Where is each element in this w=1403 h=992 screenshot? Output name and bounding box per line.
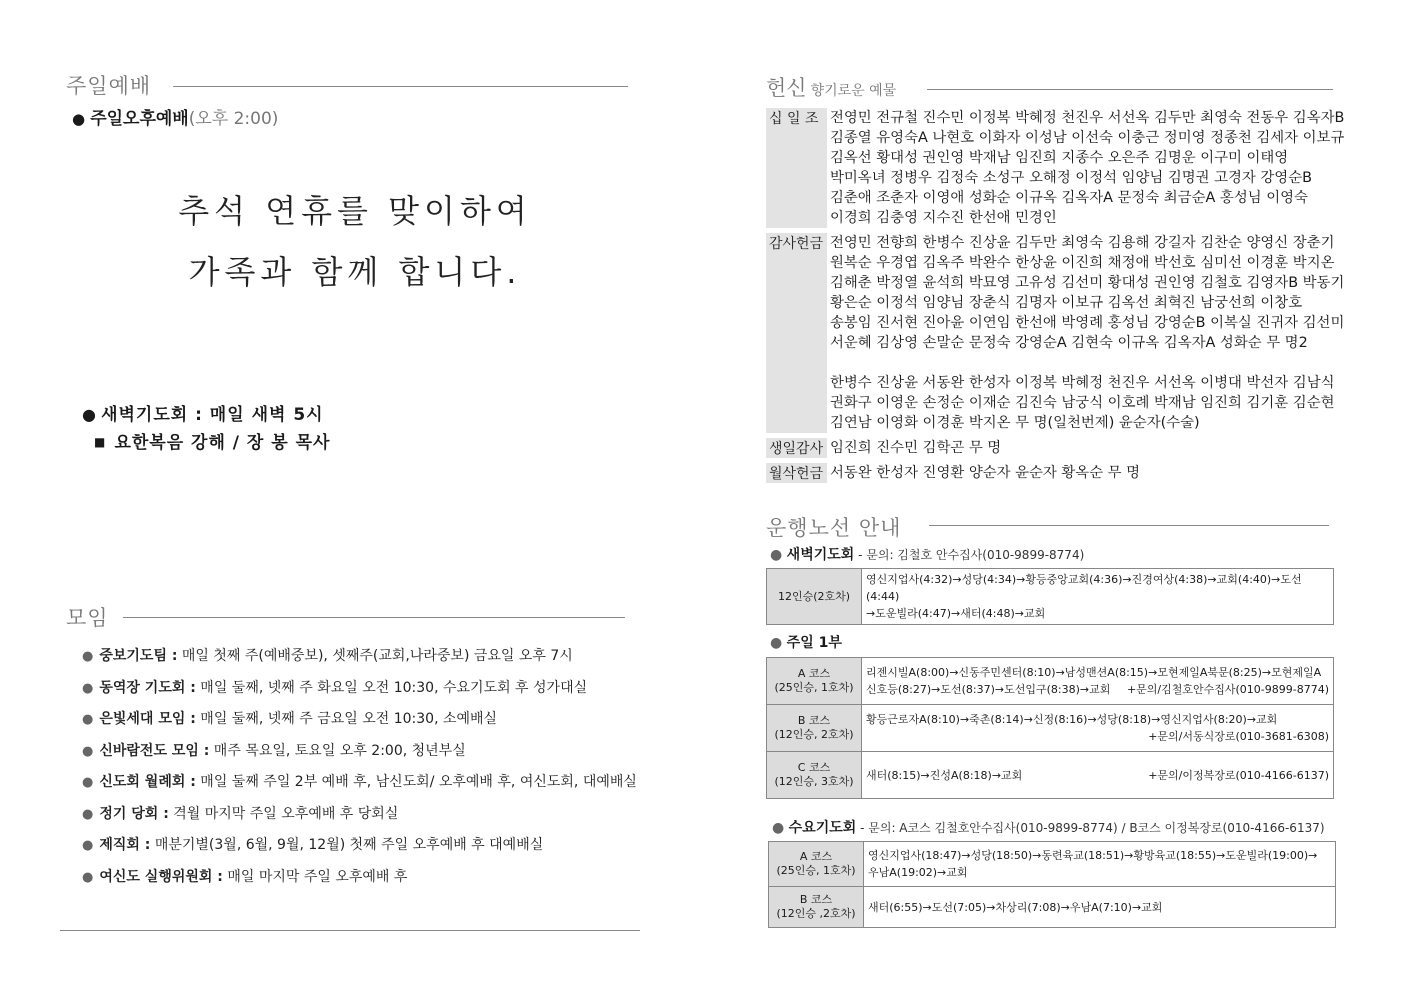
offering-category: 생일감사 (766, 438, 827, 458)
meeting-desc: 매일 둘째, 넷째 주 화요일 오전 10:30, 수요기도회 후 성가대실 (195, 679, 588, 696)
offering-category: 감사헌금 (766, 233, 827, 433)
meeting-name: 제직회 : (99, 837, 151, 853)
offering-name-line: 김연남 이영화 이경훈 박지온 무 명(일천번제) 윤순자(수술) (830, 415, 1200, 431)
offering-title: 헌신 (766, 76, 807, 100)
route-path (862, 569, 1334, 625)
section-title-offering (766, 72, 896, 102)
bullet-icon: ● (82, 405, 96, 424)
route-path-line: 영신지업사(18:47)→성당(18:50)→동련육교(18:51)→황방육교(18:55)→도운빌라(19:00)→ (868, 849, 1318, 862)
route-course: C 코스 (797, 761, 831, 774)
bullet-icon: ● (72, 110, 86, 128)
meeting-desc: 매주 목요일, 토요일 오후 2:00, 청년부실 (209, 742, 466, 759)
dawn-route-heading (770, 544, 1084, 564)
offering-name-line: 전영민 전향희 한병수 진상윤 김두만 최영숙 김용해 강길자 김찬순 양영신 장춘기 (830, 235, 1335, 251)
offering-category: 월삭헌금 (766, 463, 827, 483)
sunday-route-title: 주일 1부 (786, 635, 842, 651)
meeting-name: 중보기도팀 : (99, 648, 178, 664)
wednesday-route-contact: - 문의: A코스 김철호안수집사(010-9899-8774) / B코스 이정복장로(010-4166-6137) (856, 821, 1325, 835)
dawn-route-table (766, 568, 1334, 625)
route-path-line: 영신지업사(4:32)→성당(4:34)→황등중앙교회(4:36)→진경여상(4:38)→교회(4:40)→도선(4:44) (866, 573, 1302, 603)
route-path (864, 887, 1336, 928)
offering-name-line: 황은순 이정석 임양님 장춘식 김명자 이보규 김옥선 최혁진 남궁선희 이창호 (830, 295, 1303, 311)
route-label (767, 705, 862, 752)
bullet-icon: ● (82, 680, 94, 696)
route-contact: +문의/김철호안수집사(010-9899-8774) (1126, 683, 1329, 696)
list-item (82, 803, 637, 835)
bullet-icon: ● (82, 806, 94, 822)
dawn-prayer (82, 400, 324, 425)
route-vehicle: (25인승, 1호차) (776, 864, 856, 877)
bullet-icon: ● (82, 712, 94, 727)
meeting-desc: 격월 마지막 주일 오후예배 후 당회실 (168, 805, 399, 822)
meeting-desc: 매일 둘째 주일 2부 예배 후, 남신도회/ 오후예배 후, 여신도회, 대예배실 (195, 774, 637, 790)
route-course: B 코스 (799, 893, 833, 906)
section-title-meetings: 모임 (66, 606, 109, 630)
route-label (769, 887, 864, 928)
offering-name-line: 박미옥녀 정병우 김정숙 소성구 오해정 이정석 임양님 김명권 고경자 강영순B (830, 170, 1312, 186)
meeting-name: 동역장 기도회 : (99, 679, 196, 696)
sunday-route-heading (770, 632, 842, 652)
meeting-name: 정기 당회 : (99, 805, 169, 822)
dawn-route-title: 새벽기도회 (786, 547, 855, 563)
list-item (82, 677, 637, 709)
offering-row (766, 108, 1346, 228)
meeting-name: 신바람전도 모임 : (99, 742, 210, 759)
bullet-icon: ● (82, 869, 94, 885)
section-title-routes: 운행노선 안내 (766, 516, 902, 540)
offering-name-line: 전영민 전규철 진수민 이정복 박혜정 천진우 서선옥 김두만 최영숙 전동우 김옥자B (830, 110, 1345, 126)
route-path-line: 새터(8:15)→진성A(8:18)→교회 (866, 768, 1023, 782)
section-divider (929, 525, 1329, 526)
meeting-desc: 매일 마지막 주일 오후예배 후 (222, 868, 408, 885)
offering-names (827, 438, 1001, 458)
route-path-line: 신호등(8:27)→도선(8:37)→도선입구(8:38)→교회 (866, 683, 1111, 696)
list-item (82, 708, 637, 740)
offering-table (766, 108, 1346, 488)
bullet-icon: ● (82, 775, 94, 790)
section-title-worship: 주일예배 (66, 74, 152, 98)
offering-names (827, 463, 1140, 483)
offering-name-line: 임진희 진수민 김학곤 무 명 (830, 440, 1002, 456)
afternoon-worship-label: 주일오후예배 (90, 109, 189, 129)
route-label (767, 658, 862, 705)
holiday-message-line2: 가족과 함께 합니다. (188, 253, 522, 291)
wednesday-route-table (768, 841, 1336, 928)
offering-row (766, 233, 1346, 433)
table-row (769, 842, 1336, 887)
meeting-desc: 매분기별(3월, 6월, 9월, 12월) 첫째 주일 오후예배 후 대예배실 (150, 837, 544, 853)
route-course: A 코스 (799, 850, 833, 863)
route-contact: +문의/서동식장로(010-3681-6308) (1148, 730, 1329, 743)
offering-name-line: 원복순 우경엽 김옥주 박완수 한상윤 이진희 채정애 박선호 심미선 이경훈 박지온 (830, 255, 1335, 271)
list-item (82, 771, 637, 803)
offering-name-line: 이경희 김충영 지수진 한선애 민경인 (830, 210, 1057, 226)
offering-name-line: 서운혜 김상영 손말순 문정숙 강영순A 김현숙 이규옥 김옥자A 성화순 무 명2 (830, 335, 1308, 351)
meeting-desc: 매일 둘째, 넷째 주 금요일 오전 10:30, 소예배실 (195, 711, 498, 727)
square-bullet-icon: ■ (94, 435, 106, 449)
list-item (82, 866, 637, 898)
offering-names (827, 233, 1344, 433)
afternoon-worship-time: (오후 2:00) (188, 109, 279, 129)
wednesday-route-title: 수요기도회 (788, 820, 857, 836)
sunday-route-table (766, 657, 1334, 799)
wednesday-route-heading (772, 817, 1325, 837)
holiday-message-line1: 추석 연휴를 맞이하여 (178, 192, 532, 230)
route-path-line: 리젠시빌A(8:00)→신동주민센터(8:10)→남성맨션A(8:15)→모현제일A북문(8:25)→모현제일A (866, 666, 1322, 679)
list-item (82, 834, 637, 866)
dawn-prayer-sub (94, 428, 330, 453)
route-course: A 코스 (797, 667, 831, 680)
section-divider (173, 86, 628, 87)
route-path (862, 752, 1334, 799)
table-row (767, 705, 1334, 752)
offering-row (766, 463, 1346, 483)
route-path (862, 658, 1334, 705)
table-row (767, 569, 1334, 625)
route-path-line: 우남A(19:02)→교회 (868, 866, 968, 879)
dawn-route-contact: - 문의: 김철호 안수집사(010-9899-8774) (854, 548, 1085, 562)
route-path (862, 705, 1334, 752)
offering-names (827, 108, 1344, 228)
section-divider (123, 617, 625, 618)
meeting-list (82, 645, 637, 897)
offering-category: 십 일 조 (766, 108, 827, 228)
route-path-line: 황등근로자A(8:10)→죽촌(8:14)→신정(8:16)→성당(8:18)→영신지업사(8:20)→교회 (866, 713, 1278, 726)
route-label: 12인승(2호차) (767, 569, 862, 625)
route-label (767, 752, 862, 799)
bullet-icon: ● (82, 838, 94, 853)
offering-name-line (830, 353, 1344, 373)
route-path-line: →도운빌라(4:47)→새터(4:48)→교회 (866, 607, 1046, 620)
bullet-icon: ● (82, 743, 94, 759)
route-course: B 코스 (797, 714, 831, 727)
list-item (82, 645, 637, 677)
bullet-icon: ● (770, 635, 783, 651)
route-label (769, 842, 864, 887)
bullet-icon: ● (770, 547, 783, 563)
meeting-desc: 매일 첫째 주(예배중보), 셋째주(교회,나라중보) 금요일 오후 7시 (177, 648, 573, 664)
section-divider (927, 89, 1333, 90)
offering-name-line: 송봉임 진서현 진아윤 이연임 한선애 박영례 홍성님 강영순B 이복실 진귀자 김선미 (830, 315, 1345, 331)
list-item (82, 740, 637, 772)
bullet-icon: ● (82, 649, 94, 664)
offering-subtitle: 향기로운 예물 (810, 83, 897, 99)
route-vehicle: (12인승, 3호차) (774, 775, 854, 788)
offering-name-line: 한병수 진상윤 서동완 한성자 이정복 박혜정 천진우 서선옥 이병대 박선자 김남식 (830, 375, 1335, 391)
offering-name-line: 권화구 이영운 손정순 이재순 김진숙 남궁식 이호례 박재남 임진희 김기훈 김순현 (830, 395, 1335, 411)
route-vehicle: (25인승, 1호차) (774, 681, 854, 694)
table-row (769, 887, 1336, 928)
offering-name-line: 김옥선 황대성 권인영 박재남 임진희 지종수 오은주 김명운 이구미 이태영 (830, 150, 1289, 166)
dawn-prayer-sub-text: 요한복음 강해 / 장 봉 목사 (114, 433, 331, 453)
meeting-name: 여신도 실행위원회 : (99, 868, 223, 885)
meeting-name: 은빛세대 모임 : (99, 711, 196, 727)
offering-name-line: 김종열 유영숙A 나현호 이화자 이성남 이선숙 이충근 정미영 정종천 김세자 이보규 (830, 130, 1345, 146)
page-bottom-divider (60, 930, 640, 931)
offering-row (766, 438, 1346, 458)
table-row (767, 752, 1334, 799)
dawn-prayer-text: 새벽기도회 : 매일 새벽 5시 (101, 405, 324, 425)
offering-name-line: 김해춘 박정열 윤석희 박묘영 고유성 김선미 황대성 권인영 김철호 김영자B 박동기 (830, 275, 1345, 291)
offering-name-line: 김춘애 조춘자 이영애 성화순 이규옥 김옥자A 문정숙 최금순A 홍성님 이영숙 (830, 190, 1308, 206)
route-contact: +문의/이정복장로(010-4166-6137) (1148, 768, 1329, 782)
table-row (767, 658, 1334, 705)
route-path-line: 새터(6:55)→도선(7:05)→차상리(7:08)→우남A(7:10)→교회 (868, 900, 1163, 914)
afternoon-worship (72, 104, 278, 129)
meeting-name: 신도회 월례회 : (99, 774, 196, 790)
route-vehicle: (12인승 ,2호차) (776, 907, 856, 920)
route-path (864, 842, 1336, 887)
bullet-icon: ● (772, 820, 785, 836)
offering-name-line: 서동완 한성자 진영환 양순자 윤순자 황옥순 무 명 (830, 465, 1141, 481)
route-vehicle: (12인승, 2호차) (774, 728, 854, 741)
